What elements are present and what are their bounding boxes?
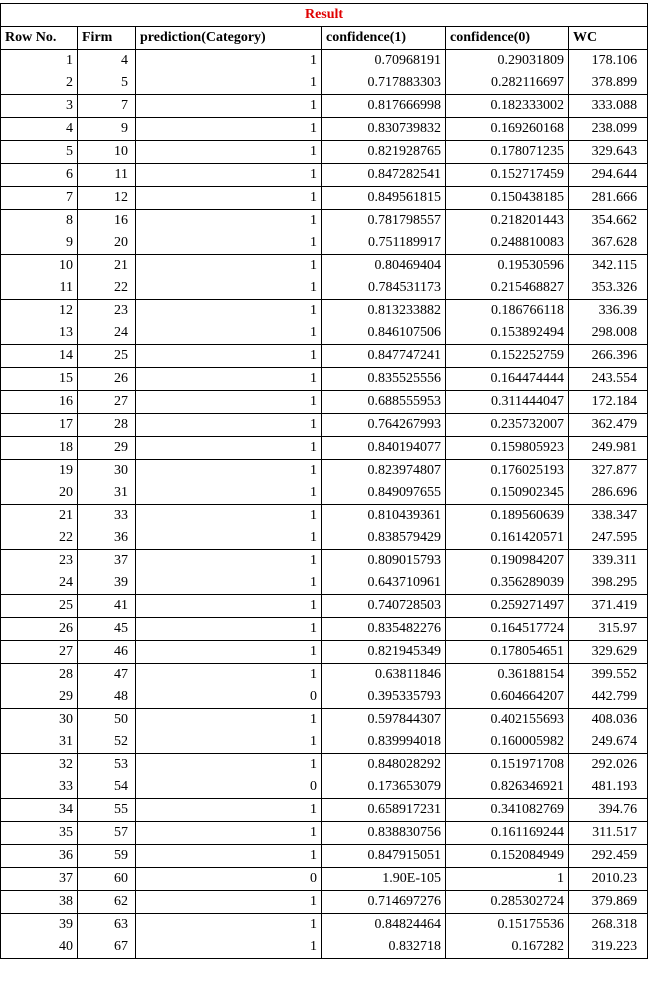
cell-firm: 10 <box>78 141 136 164</box>
cell-confidence-0: 0.356289039 <box>446 572 569 595</box>
cell-prediction: 1 <box>136 550 322 573</box>
cell-wc: 342.115 <box>569 255 648 278</box>
table-row <box>1 437 648 460</box>
cell-prediction: 1 <box>136 141 322 164</box>
cell-firm: 7 <box>78 95 136 118</box>
table-row <box>1 731 648 754</box>
table-row <box>1 300 648 323</box>
cell-confidence-0: 0.19530596 <box>446 255 569 278</box>
cell-wc: 292.459 <box>569 845 648 868</box>
cell-prediction: 1 <box>136 799 322 822</box>
cell-prediction: 1 <box>136 414 322 437</box>
table-row <box>1 368 648 391</box>
cell-confidence-0: 0.235732007 <box>446 414 569 437</box>
cell-confidence-1: 0.838579429 <box>322 527 446 550</box>
cell-row-no: 1 <box>1 50 78 73</box>
cell-row-no: 30 <box>1 709 78 732</box>
cell-confidence-0: 0.164517724 <box>446 618 569 641</box>
table-row <box>1 141 648 164</box>
cell-firm: 26 <box>78 368 136 391</box>
table-row <box>1 255 648 278</box>
table-title: Result <box>1 4 648 27</box>
cell-row-no: 34 <box>1 799 78 822</box>
cell-row-no: 36 <box>1 845 78 868</box>
cell-wc: 298.008 <box>569 322 648 345</box>
table-row <box>1 232 648 255</box>
cell-prediction: 1 <box>136 664 322 687</box>
cell-confidence-1: 0.821945349 <box>322 641 446 664</box>
cell-confidence-1: 0.817666998 <box>322 95 446 118</box>
cell-prediction: 1 <box>136 50 322 73</box>
cell-row-no: 5 <box>1 141 78 164</box>
cell-wc: 408.036 <box>569 709 648 732</box>
table-row <box>1 914 648 937</box>
cell-confidence-0: 0.169260168 <box>446 118 569 141</box>
cell-confidence-1: 0.740728503 <box>322 595 446 618</box>
cell-confidence-0: 0.282116697 <box>446 72 569 95</box>
cell-confidence-0: 0.150438185 <box>446 187 569 210</box>
cell-wc: 247.595 <box>569 527 648 550</box>
cell-confidence-1: 0.849097655 <box>322 482 446 505</box>
cell-confidence-1: 0.821928765 <box>322 141 446 164</box>
cell-firm: 12 <box>78 187 136 210</box>
cell-prediction: 1 <box>136 437 322 460</box>
cell-row-no: 7 <box>1 187 78 210</box>
cell-wc: 333.088 <box>569 95 648 118</box>
cell-firm: 25 <box>78 345 136 368</box>
cell-prediction: 1 <box>136 345 322 368</box>
cell-firm: 46 <box>78 641 136 664</box>
cell-confidence-0: 0.186766118 <box>446 300 569 323</box>
cell-confidence-0: 0.36188154 <box>446 664 569 687</box>
cell-confidence-0: 0.341082769 <box>446 799 569 822</box>
cell-firm: 4 <box>78 50 136 73</box>
cell-confidence-1: 0.395335793 <box>322 686 446 709</box>
table-row <box>1 686 648 709</box>
cell-firm: 48 <box>78 686 136 709</box>
cell-firm: 45 <box>78 618 136 641</box>
cell-confidence-0: 0.29031809 <box>446 50 569 73</box>
cell-confidence-0: 0.285302724 <box>446 891 569 914</box>
cell-prediction: 1 <box>136 277 322 300</box>
cell-row-no: 40 <box>1 936 78 959</box>
cell-confidence-0: 0.604664207 <box>446 686 569 709</box>
table-row <box>1 799 648 822</box>
cell-confidence-0: 0.311444047 <box>446 391 569 414</box>
cell-row-no: 38 <box>1 891 78 914</box>
cell-row-no: 12 <box>1 300 78 323</box>
cell-wc: 2010.23 <box>569 868 648 891</box>
table-row <box>1 322 648 345</box>
cell-row-no: 19 <box>1 460 78 483</box>
cell-firm: 21 <box>78 255 136 278</box>
cell-confidence-0: 0.150902345 <box>446 482 569 505</box>
table-row <box>1 505 648 528</box>
cell-prediction: 1 <box>136 914 322 937</box>
cell-wc: 442.799 <box>569 686 648 709</box>
cell-prediction: 1 <box>136 164 322 187</box>
table-row <box>1 641 648 664</box>
cell-confidence-1: 0.784531173 <box>322 277 446 300</box>
cell-prediction: 1 <box>136 845 322 868</box>
table-row <box>1 845 648 868</box>
cell-row-no: 29 <box>1 686 78 709</box>
cell-firm: 67 <box>78 936 136 959</box>
col-header-confidence-0: confidence(0) <box>446 27 569 50</box>
cell-confidence-0: 0.15175536 <box>446 914 569 937</box>
cell-row-no: 21 <box>1 505 78 528</box>
cell-firm: 31 <box>78 482 136 505</box>
cell-wc: 367.628 <box>569 232 648 255</box>
table-row <box>1 776 648 799</box>
cell-confidence-0: 0.248810083 <box>446 232 569 255</box>
cell-wc: 354.662 <box>569 210 648 233</box>
cell-confidence-1: 0.173653079 <box>322 776 446 799</box>
cell-prediction: 1 <box>136 595 322 618</box>
cell-confidence-0: 1 <box>446 868 569 891</box>
cell-wc: 319.223 <box>569 936 648 959</box>
cell-confidence-1: 0.835482276 <box>322 618 446 641</box>
table-row <box>1 527 648 550</box>
cell-confidence-0: 0.152084949 <box>446 845 569 868</box>
cell-wc: 362.479 <box>569 414 648 437</box>
cell-row-no: 28 <box>1 664 78 687</box>
cell-confidence-0: 0.153892494 <box>446 322 569 345</box>
cell-wc: 243.554 <box>569 368 648 391</box>
cell-prediction: 0 <box>136 868 322 891</box>
cell-row-no: 8 <box>1 210 78 233</box>
cell-firm: 60 <box>78 868 136 891</box>
cell-confidence-1: 0.597844307 <box>322 709 446 732</box>
cell-firm: 30 <box>78 460 136 483</box>
cell-row-no: 6 <box>1 164 78 187</box>
cell-wc: 292.026 <box>569 754 648 777</box>
cell-row-no: 14 <box>1 345 78 368</box>
cell-confidence-0: 0.161420571 <box>446 527 569 550</box>
cell-wc: 481.193 <box>569 776 648 799</box>
cell-confidence-0: 0.167282 <box>446 936 569 959</box>
cell-wc: 281.666 <box>569 187 648 210</box>
table-row <box>1 50 648 73</box>
cell-row-no: 22 <box>1 527 78 550</box>
cell-confidence-1: 0.847915051 <box>322 845 446 868</box>
table-row <box>1 460 648 483</box>
cell-wc: 394.76 <box>569 799 648 822</box>
result-table <box>0 3 648 959</box>
cell-row-no: 13 <box>1 322 78 345</box>
cell-confidence-0: 0.190984207 <box>446 550 569 573</box>
cell-row-no: 4 <box>1 118 78 141</box>
cell-row-no: 20 <box>1 482 78 505</box>
cell-firm: 52 <box>78 731 136 754</box>
cell-wc: 329.643 <box>569 141 648 164</box>
cell-firm: 36 <box>78 527 136 550</box>
cell-firm: 5 <box>78 72 136 95</box>
cell-confidence-0: 0.215468827 <box>446 277 569 300</box>
cell-confidence-1: 0.832718 <box>322 936 446 959</box>
cell-firm: 20 <box>78 232 136 255</box>
cell-wc: 249.981 <box>569 437 648 460</box>
cell-row-no: 2 <box>1 72 78 95</box>
cell-confidence-0: 0.159805923 <box>446 437 569 460</box>
cell-prediction: 1 <box>136 232 322 255</box>
table-row <box>1 482 648 505</box>
cell-row-no: 23 <box>1 550 78 573</box>
cell-confidence-1: 0.714697276 <box>322 891 446 914</box>
cell-wc: 249.674 <box>569 731 648 754</box>
cell-confidence-1: 0.830739832 <box>322 118 446 141</box>
cell-confidence-0: 0.160005982 <box>446 731 569 754</box>
cell-row-no: 35 <box>1 822 78 845</box>
table-row <box>1 595 648 618</box>
cell-wc: 329.629 <box>569 641 648 664</box>
cell-confidence-1: 0.717883303 <box>322 72 446 95</box>
cell-confidence-0: 0.259271497 <box>446 595 569 618</box>
cell-prediction: 0 <box>136 776 322 799</box>
cell-wc: 311.517 <box>569 822 648 845</box>
col-header-firm: Firm <box>78 27 136 50</box>
table-row <box>1 345 648 368</box>
cell-prediction: 1 <box>136 709 322 732</box>
col-header-confidence-1: confidence(1) <box>322 27 446 50</box>
cell-wc: 327.877 <box>569 460 648 483</box>
cell-confidence-1: 0.84824464 <box>322 914 446 937</box>
cell-row-no: 3 <box>1 95 78 118</box>
cell-firm: 47 <box>78 664 136 687</box>
cell-confidence-1: 0.80469404 <box>322 255 446 278</box>
cell-row-no: 16 <box>1 391 78 414</box>
table-row <box>1 936 648 959</box>
cell-confidence-1: 0.810439361 <box>322 505 446 528</box>
table-row <box>1 891 648 914</box>
cell-prediction: 1 <box>136 822 322 845</box>
col-header-wc: WC <box>569 27 648 50</box>
cell-wc: 178.106 <box>569 50 648 73</box>
cell-firm: 9 <box>78 118 136 141</box>
cell-wc: 398.295 <box>569 572 648 595</box>
cell-confidence-0: 0.152717459 <box>446 164 569 187</box>
cell-wc: 353.326 <box>569 277 648 300</box>
cell-firm: 22 <box>78 277 136 300</box>
cell-wc: 286.696 <box>569 482 648 505</box>
cell-firm: 39 <box>78 572 136 595</box>
cell-confidence-0: 0.151971708 <box>446 754 569 777</box>
cell-wc: 294.644 <box>569 164 648 187</box>
table-row <box>1 187 648 210</box>
cell-prediction: 1 <box>136 72 322 95</box>
cell-row-no: 11 <box>1 277 78 300</box>
table-row <box>1 572 648 595</box>
cell-confidence-0: 0.182333002 <box>446 95 569 118</box>
cell-wc: 315.97 <box>569 618 648 641</box>
cell-confidence-1: 0.764267993 <box>322 414 446 437</box>
cell-row-no: 24 <box>1 572 78 595</box>
cell-prediction: 1 <box>136 187 322 210</box>
table-row <box>1 391 648 414</box>
cell-wc: 371.419 <box>569 595 648 618</box>
table-row <box>1 709 648 732</box>
cell-prediction: 1 <box>136 936 322 959</box>
cell-firm: 63 <box>78 914 136 937</box>
col-header-row-no: Row No. <box>1 27 78 50</box>
cell-confidence-1: 0.809015793 <box>322 550 446 573</box>
table-body <box>1 50 648 959</box>
cell-prediction: 1 <box>136 460 322 483</box>
cell-wc: 378.899 <box>569 72 648 95</box>
cell-firm: 33 <box>78 505 136 528</box>
table-row <box>1 277 648 300</box>
cell-wc: 338.347 <box>569 505 648 528</box>
cell-prediction: 1 <box>136 731 322 754</box>
cell-confidence-0: 0.402155693 <box>446 709 569 732</box>
cell-row-no: 33 <box>1 776 78 799</box>
cell-confidence-1: 0.751189917 <box>322 232 446 255</box>
table-row <box>1 664 648 687</box>
table-row <box>1 118 648 141</box>
table-row <box>1 868 648 891</box>
table-row <box>1 822 648 845</box>
table-row <box>1 72 648 95</box>
table-row <box>1 164 648 187</box>
cell-firm: 27 <box>78 391 136 414</box>
cell-row-no: 17 <box>1 414 78 437</box>
cell-row-no: 32 <box>1 754 78 777</box>
table-row <box>1 95 648 118</box>
cell-confidence-0: 0.178054651 <box>446 641 569 664</box>
cell-wc: 336.39 <box>569 300 648 323</box>
cell-confidence-1: 0.835525556 <box>322 368 446 391</box>
table-row <box>1 754 648 777</box>
cell-firm: 54 <box>78 776 136 799</box>
cell-confidence-0: 0.218201443 <box>446 210 569 233</box>
cell-confidence-0: 0.826346921 <box>446 776 569 799</box>
cell-confidence-1: 0.823974807 <box>322 460 446 483</box>
table-row <box>1 210 648 233</box>
cell-prediction: 1 <box>136 572 322 595</box>
cell-firm: 53 <box>78 754 136 777</box>
cell-confidence-1: 0.847747241 <box>322 345 446 368</box>
cell-wc: 266.396 <box>569 345 648 368</box>
cell-wc: 172.184 <box>569 391 648 414</box>
cell-firm: 28 <box>78 414 136 437</box>
cell-prediction: 1 <box>136 891 322 914</box>
cell-wc: 238.099 <box>569 118 648 141</box>
cell-confidence-1: 0.643710961 <box>322 572 446 595</box>
cell-row-no: 9 <box>1 232 78 255</box>
cell-confidence-0: 0.152252759 <box>446 345 569 368</box>
table-row <box>1 550 648 573</box>
cell-confidence-1: 1.90E-105 <box>322 868 446 891</box>
cell-firm: 11 <box>78 164 136 187</box>
col-header-prediction: prediction(Category) <box>136 27 322 50</box>
cell-firm: 50 <box>78 709 136 732</box>
cell-confidence-1: 0.849561815 <box>322 187 446 210</box>
cell-confidence-1: 0.70968191 <box>322 50 446 73</box>
cell-prediction: 1 <box>136 95 322 118</box>
cell-firm: 23 <box>78 300 136 323</box>
cell-confidence-0: 0.161169244 <box>446 822 569 845</box>
cell-prediction: 0 <box>136 686 322 709</box>
cell-row-no: 10 <box>1 255 78 278</box>
cell-confidence-1: 0.846107506 <box>322 322 446 345</box>
cell-firm: 29 <box>78 437 136 460</box>
cell-firm: 57 <box>78 822 136 845</box>
cell-confidence-1: 0.63811846 <box>322 664 446 687</box>
cell-wc: 268.318 <box>569 914 648 937</box>
cell-confidence-1: 0.848028292 <box>322 754 446 777</box>
cell-confidence-1: 0.688555953 <box>322 391 446 414</box>
cell-confidence-1: 0.847282541 <box>322 164 446 187</box>
title-row <box>1 4 648 27</box>
cell-prediction: 1 <box>136 754 322 777</box>
cell-row-no: 25 <box>1 595 78 618</box>
cell-wc: 399.552 <box>569 664 648 687</box>
cell-confidence-0: 0.176025193 <box>446 460 569 483</box>
cell-prediction: 1 <box>136 118 322 141</box>
cell-prediction: 1 <box>136 618 322 641</box>
cell-prediction: 1 <box>136 641 322 664</box>
cell-wc: 339.311 <box>569 550 648 573</box>
cell-prediction: 1 <box>136 527 322 550</box>
cell-prediction: 1 <box>136 482 322 505</box>
cell-prediction: 1 <box>136 300 322 323</box>
cell-firm: 24 <box>78 322 136 345</box>
cell-row-no: 31 <box>1 731 78 754</box>
cell-row-no: 26 <box>1 618 78 641</box>
cell-confidence-1: 0.840194077 <box>322 437 446 460</box>
cell-wc: 379.869 <box>569 891 648 914</box>
cell-firm: 16 <box>78 210 136 233</box>
cell-confidence-1: 0.839994018 <box>322 731 446 754</box>
cell-row-no: 15 <box>1 368 78 391</box>
cell-firm: 55 <box>78 799 136 822</box>
cell-confidence-0: 0.178071235 <box>446 141 569 164</box>
cell-prediction: 1 <box>136 210 322 233</box>
cell-row-no: 37 <box>1 868 78 891</box>
cell-prediction: 1 <box>136 255 322 278</box>
cell-row-no: 39 <box>1 914 78 937</box>
cell-confidence-0: 0.189560639 <box>446 505 569 528</box>
cell-row-no: 18 <box>1 437 78 460</box>
cell-confidence-1: 0.838830756 <box>322 822 446 845</box>
table-row <box>1 414 648 437</box>
cell-confidence-0: 0.164474444 <box>446 368 569 391</box>
table-row <box>1 618 648 641</box>
cell-firm: 37 <box>78 550 136 573</box>
cell-confidence-1: 0.781798557 <box>322 210 446 233</box>
cell-confidence-1: 0.658917231 <box>322 799 446 822</box>
cell-prediction: 1 <box>136 391 322 414</box>
cell-prediction: 1 <box>136 368 322 391</box>
cell-confidence-1: 0.813233882 <box>322 300 446 323</box>
cell-row-no: 27 <box>1 641 78 664</box>
cell-firm: 59 <box>78 845 136 868</box>
cell-firm: 41 <box>78 595 136 618</box>
cell-prediction: 1 <box>136 505 322 528</box>
header-row <box>1 27 648 50</box>
cell-firm: 62 <box>78 891 136 914</box>
cell-prediction: 1 <box>136 322 322 345</box>
